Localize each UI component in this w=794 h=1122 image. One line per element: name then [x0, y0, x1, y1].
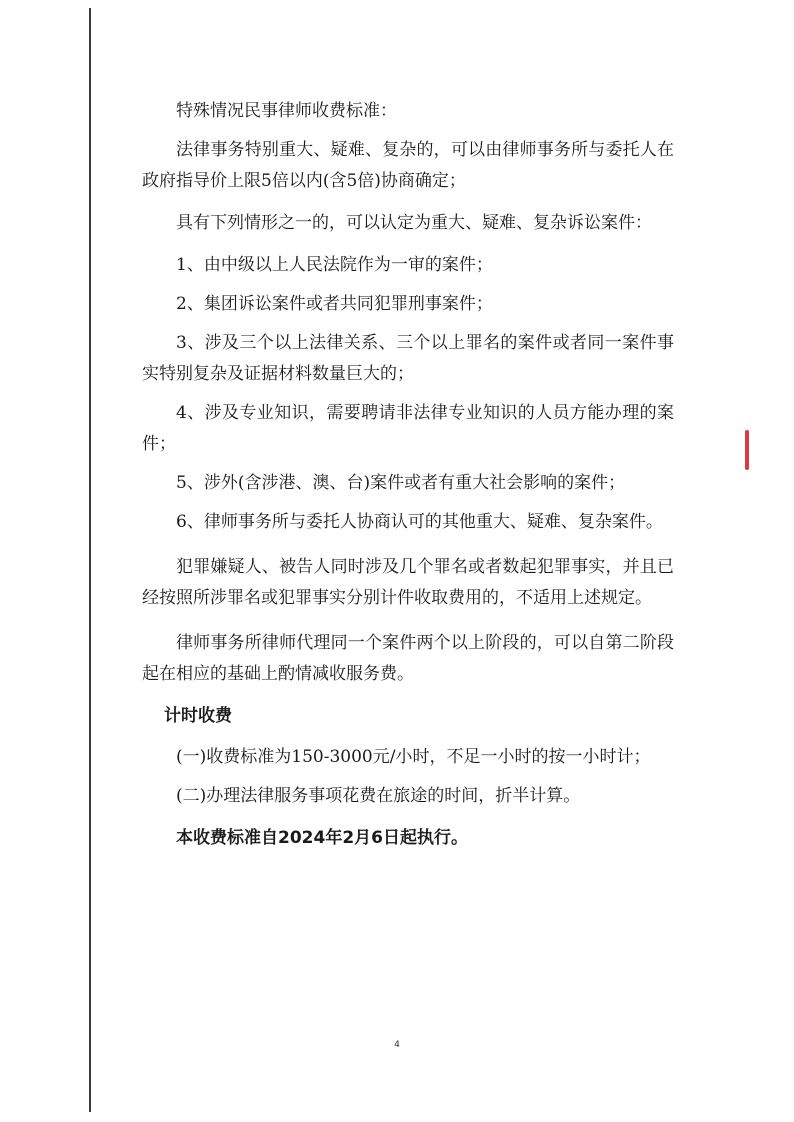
- criteria-item-3: 3、涉及三个以上法律关系、三个以上罪名的案件或者同一案件事实特别复杂及证据材料数量巨大的；: [142, 333, 674, 384]
- criteria-item-5: 5、涉外(含涉港、澳、台)案件或者有重大社会影响的案件；: [176, 473, 626, 493]
- criteria-item-4: 4、涉及专业知识，需要聘请非法律专业知识的人员方能办理的案件；: [142, 403, 674, 454]
- document-body: [142, 96, 674, 854]
- red-ink-mark: [745, 430, 749, 470]
- hourly-heading: 计时收费: [164, 706, 232, 726]
- document-title: 特殊情况民事律师收费标准：: [176, 101, 397, 121]
- criteria-item-6: 6、律师事务所与委托人协商认可的其他重大、疑难、复杂案件。: [176, 512, 663, 532]
- criteria-item-2: 2、集团诉讼案件或者共同犯罪刑事案件；: [176, 294, 493, 314]
- hourly-item-1: (一)收费标准为150-3000元/小时，不足一小时的按一小时计；: [176, 747, 651, 767]
- intro-paragraph: 法律事务特别重大、疑难、复杂的，可以由律师事务所与委托人在政府指导价上限5倍以内(含5倍)协商确定；: [142, 140, 674, 191]
- hourly-item-2: (二)办理法律服务事项花费在旅途的时间，折半计算。: [176, 786, 581, 806]
- stage-note: 律师事务所律师代理同一个案件两个以上阶段的，可以自第二阶段起在相应的基础上酌情减收服务费。: [142, 633, 674, 684]
- criteria-item-1: 1、由中级以上人民法院作为一审的案件；: [176, 255, 493, 275]
- criteria-intro: 具有下列情形之一的，可以认定为重大、疑难、复杂诉讼案件：: [176, 213, 652, 233]
- page-number: 4: [394, 1040, 400, 1050]
- criminal-note: 犯罪嫌疑人、被告人同时涉及几个罪名或者数起犯罪事实，并且已经按照所涉罪名或犯罪事实分别计件收取费用的，不适用上述规定。: [142, 557, 674, 608]
- binding-line: [89, 8, 91, 1112]
- effective-date: 本收费标准自2024年2月6日起执行。: [176, 828, 468, 848]
